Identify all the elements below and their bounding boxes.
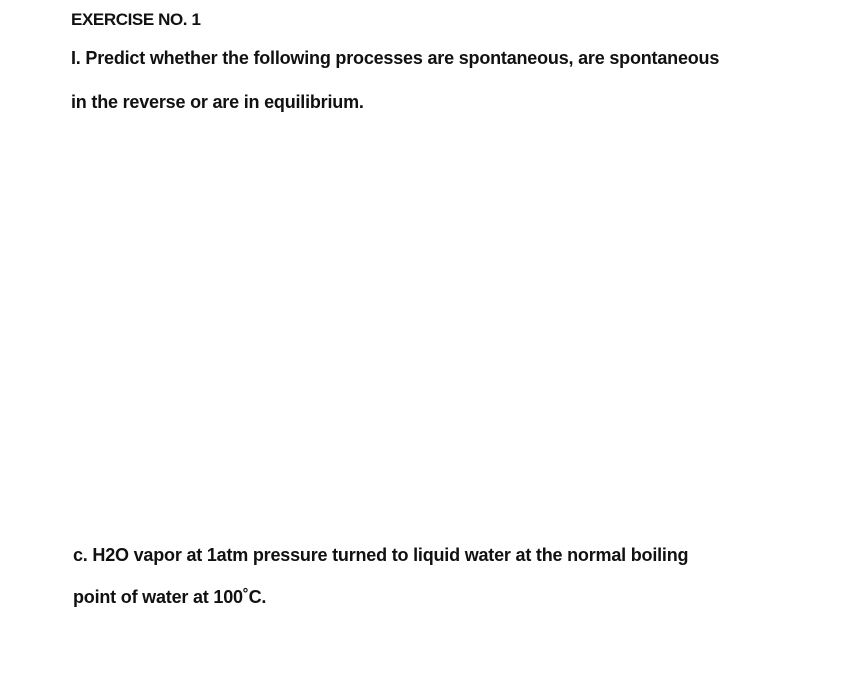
item-c-line-1: c. H2O vapor at 1atm pressure turned to liquid water at the normal boiling — [73, 545, 689, 565]
item-c-line-2: point of water at 100˚C. — [73, 587, 267, 607]
question-1-line-1: I. Predict whether the following processes are spontaneous, are spontaneous — [71, 48, 720, 68]
question-1-line-2: in the reverse or are in equilibrium. — [71, 92, 364, 112]
exercise-heading: EXERCISE NO. 1 — [71, 10, 201, 29]
